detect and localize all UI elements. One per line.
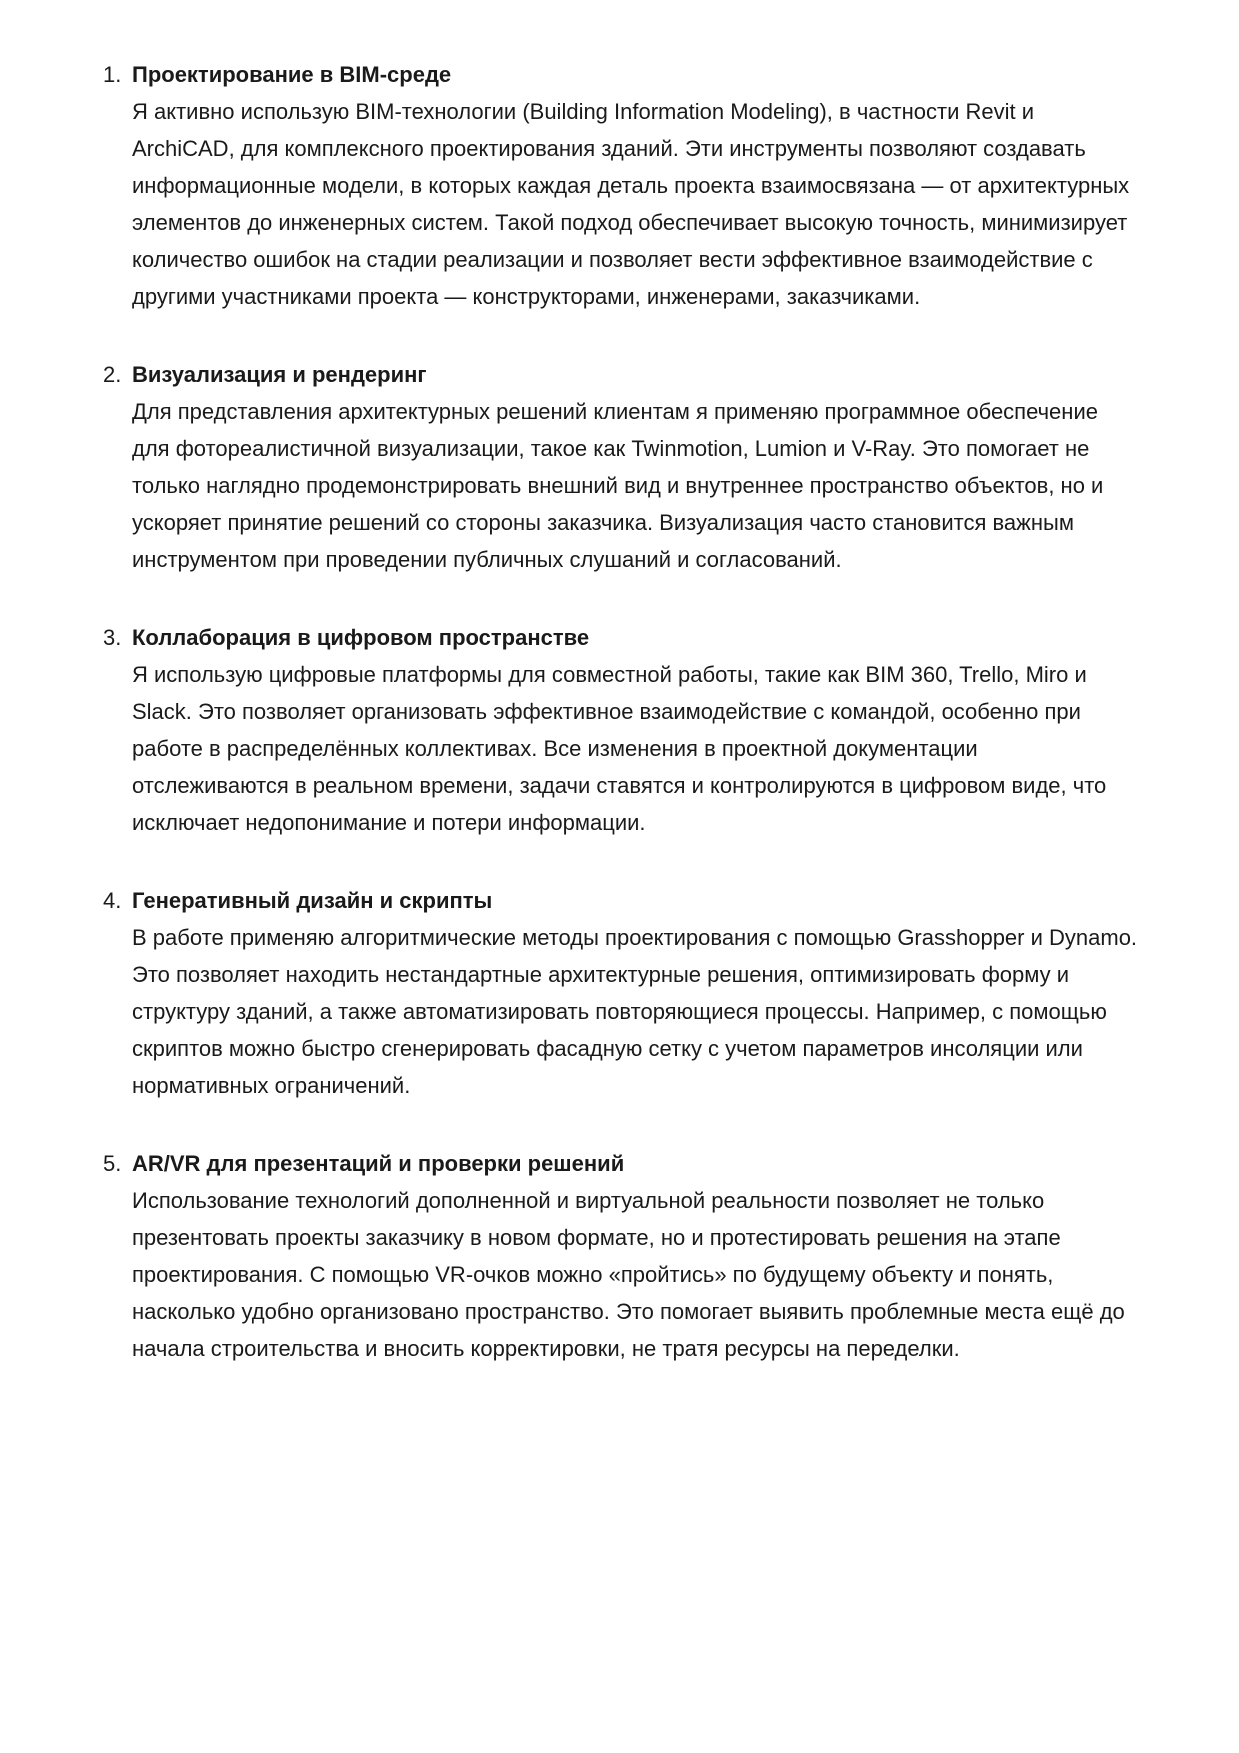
- item-number: 5.: [103, 1151, 122, 1176]
- item-title: Коллаборация в цифровом пространстве: [132, 625, 590, 650]
- item-content: [132, 56, 1140, 315]
- item-body: Использование технологий дополненной и виртуальной реальности позволяет не только презентовать проекты заказчику в новом формате, но и протестировать решения на этапе проектирования. С помощью VR-очков можно «пройтись» по будущему объекту и понять, насколько удобно организовано пространство. Это помогает выявить проблемные места ещё до начала строительства и вносить корректировки, не тратя ресурсы на переделки.: [132, 1188, 1125, 1361]
- item-body: Для представления архитектурных решений клиентам я применяю программное обеспечение для фотореалистичной визуализации, такое как Twinmotion, Lumion и V-Ray. Это помогает не только наглядно продемонстрировать внешний вид и внутреннее пространство объектов, но и ускоряет принятие решений со стороны заказчика. Визуализация часто становится важным инструментом при проведении публичных слушаний и согласований.: [132, 399, 1104, 572]
- item-body: В работе применяю алгоритмические методы проектирования с помощью Grasshopper и Dynamo. Это позволяет находить нестандартные архитектурные решения, оптимизировать форму и структуру зданий, а также автоматизировать повторяющиеся процессы. Например, с помощью скриптов можно быстро сгенерировать фасадную сетку с учетом параметров инсоляции или нормативных ограничений.: [132, 925, 1138, 1098]
- item-content: [132, 356, 1140, 578]
- item-number: 3.: [103, 625, 122, 650]
- numbered-list: [103, 56, 1140, 1367]
- item-number: 1.: [103, 62, 122, 87]
- list-item: [103, 356, 1140, 578]
- item-body: Я использую цифровые платформы для совместной работы, такие как BIM 360, Trello, Miro и Slack. Это позволяет организовать эффективное взаимодействие с командой, особенно при работе в распределённых коллективах. Все изменения в проектной документации отслеживаются в реальном времени, задачи ставятся и контролируются в цифровом виде, что исключает недопонимание и потери информации.: [132, 662, 1107, 835]
- item-number: 2.: [103, 362, 122, 387]
- item-title: Визуализация и рендеринг: [132, 362, 427, 387]
- item-number: 4.: [103, 888, 122, 913]
- item-title: Проектирование в BIM-среде: [132, 62, 452, 87]
- item-title: AR/VR для презентаций и проверки решений: [132, 1151, 625, 1176]
- list-item: [103, 882, 1140, 1104]
- item-title: Генеративный дизайн и скрипты: [132, 888, 493, 913]
- item-content: [132, 619, 1140, 841]
- list-item: [103, 1145, 1140, 1367]
- list-item: [103, 619, 1140, 841]
- list-item: [103, 56, 1140, 315]
- item-content: [132, 882, 1140, 1104]
- item-body: Я активно использую BIM-технологии (Building Information Modeling), в частности Revit и ArchiCAD, для комплексного проектирования зданий. Эти инструменты позволяют создавать информационные модели, в которых каждая деталь проекта взаимосвязана — от архитектурных элементов до инженерных систем. Такой подход обеспечивает высокую точность, минимизирует количество ошибок на стадии реализации и позволяет вести эффективное взаимодействие с другими участниками проекта — конструкторами, инженерами, заказчиками.: [132, 99, 1130, 309]
- item-content: [132, 1145, 1140, 1367]
